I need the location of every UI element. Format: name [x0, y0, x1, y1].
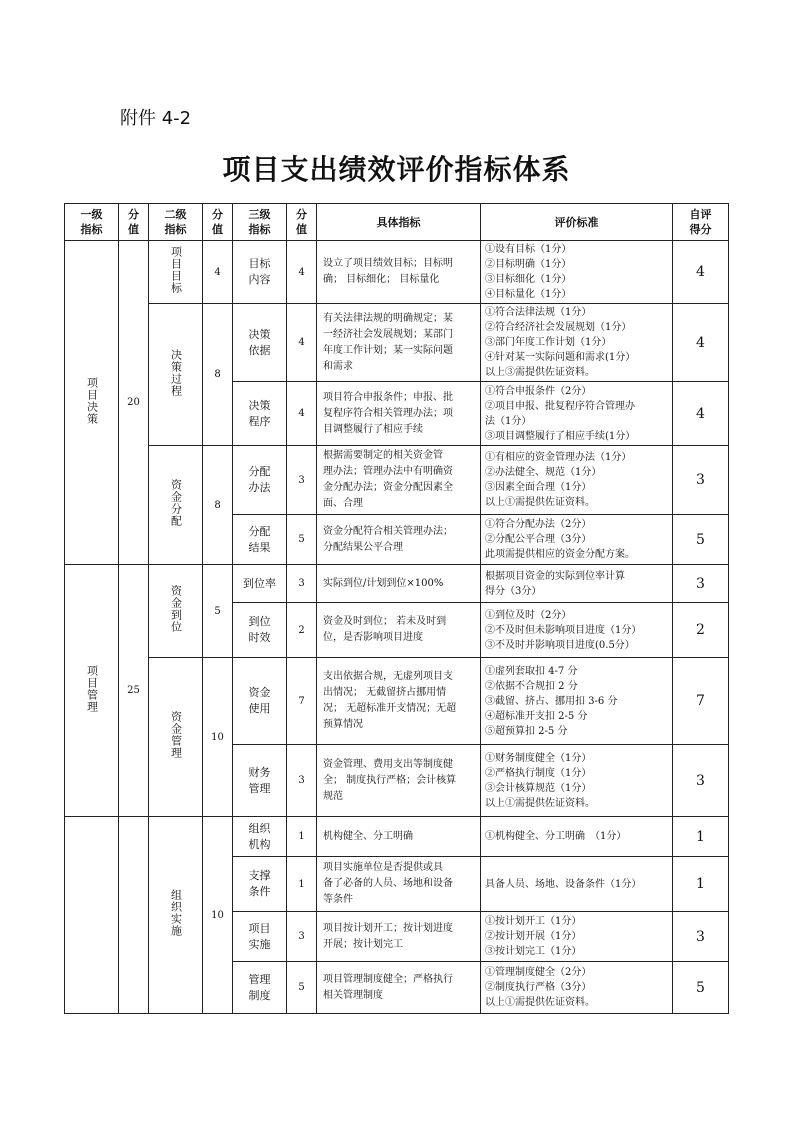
indicator-text: 资金管理、费用支出等制度健 全； 制度执行严格；会计核算 规范: [317, 745, 481, 817]
header-score3: 分 值: [287, 204, 317, 241]
level3-name: 分配 结果: [233, 515, 287, 565]
indicator-text: 机构健全、分工明确: [317, 817, 481, 857]
standard-text: ①符合法律法规（1分） ②符合经济社会发展规划（1分） ③部门年度工作计划（1分） ④针对某一实际问题和需求(1分） 以上③需提供佐证资料。: [481, 304, 673, 382]
indicator-text: 项目实施单位是否提供或具 备了必备的人员、场地和设备 等条件: [317, 857, 481, 912]
level3-score: 3: [287, 446, 317, 515]
level3-name: 到位率: [233, 565, 287, 603]
group-name: 项目决策: [65, 241, 119, 565]
level2-score: 8: [203, 446, 233, 565]
group-score: 20: [119, 241, 149, 565]
level3-name: 组织 机构: [233, 817, 287, 857]
level3-name: 决策 程序: [233, 382, 287, 446]
standard-text: ①管理制度健全（2分） ②制度执行严格（3分） 以上①需提供佐证资料。: [481, 962, 673, 1014]
level3-name: 项目 实施: [233, 912, 287, 962]
level2-name: 资金管理: [149, 658, 203, 817]
header-score1: 分 值: [119, 204, 149, 241]
table-row: [65, 658, 729, 745]
level3-score: 2: [287, 603, 317, 658]
level2-score: 10: [203, 817, 233, 1014]
indicator-text: 设立了项目绩效目标；目标明 确； 目标细化； 目标量化: [317, 241, 481, 304]
level2-name: 项目目标: [149, 241, 203, 304]
level3-score: 3: [287, 745, 317, 817]
standard-text: 具备人员、场地、设备条件（1分）: [481, 857, 673, 912]
indicator-text: 资金分配符合相关管理办法； 分配结果公平合理: [317, 515, 481, 565]
level2-score: 5: [203, 565, 233, 658]
level3-score: 7: [287, 658, 317, 745]
self-score: 4: [673, 304, 729, 382]
level2-name: 资金到位: [149, 565, 203, 658]
group-name-empty: [65, 817, 119, 1014]
level3-name: 分配 办法: [233, 446, 287, 515]
header-self-score: 自评 得分: [673, 204, 729, 241]
table-row: [65, 565, 729, 603]
standard-text: ①有相应的资金管理办法（1分） ②办法健全、规范（1分） ③因素全面合理（1分） 以上①需提供佐证资料。: [481, 446, 673, 515]
indicator-text: 项目按计划开工；按计划进度 开展；按计划完工: [317, 912, 481, 962]
header-standard: 评价标准: [481, 204, 673, 241]
header-level2: 二级 指标: [149, 204, 203, 241]
self-score: 1: [673, 817, 729, 857]
level3-score: 4: [287, 382, 317, 446]
header-level3: 三级 指标: [233, 204, 287, 241]
standard-text: ①按计划开工（1分） ②按计划开展（1分） ③按计划完工（1分）: [481, 912, 673, 962]
attachment-label: 附件 4-2: [120, 108, 192, 129]
indicator-text: 资金及时到位； 若未及时到 位，是否影响项目进度: [317, 603, 481, 658]
standard-text: ①符合分配办法（2分） ②分配公平合理（3分） 此项需提供相应的资金分配方案。: [481, 515, 673, 565]
standard-text: ①到位及时（2分） ②不及时但未影响项目进度（1分） ③不及时并影响项目进度(0.5分）: [481, 603, 673, 658]
self-score: 3: [673, 446, 729, 515]
self-score: 4: [673, 241, 729, 304]
header-level1: 一级 指标: [65, 204, 119, 241]
level2-score: 8: [203, 304, 233, 446]
self-score: 2: [673, 603, 729, 658]
level3-name: 到位 时效: [233, 603, 287, 658]
indicator-text: 项目管理制度健全；严格执行 相关管理制度: [317, 962, 481, 1014]
group-score: 25: [119, 565, 149, 817]
group-name: 项目管理: [65, 565, 119, 817]
standard-text: ①机构健全、分工明确 （1分）: [481, 817, 673, 857]
level3-score: 1: [287, 857, 317, 912]
indicator-table: [64, 203, 729, 1014]
self-score: 7: [673, 658, 729, 745]
indicator-text: 实际到位/计划到位×100%: [317, 565, 481, 603]
level3-score: 1: [287, 817, 317, 857]
header-score2: 分 值: [203, 204, 233, 241]
header-indicator: 具体指标: [317, 204, 481, 241]
level3-score: 4: [287, 304, 317, 382]
standard-text: ①符合申报条件（2分） ②项目申报、批复程序符合管理办 法（1分） ③项目调整履行了相应手续(1分）: [481, 382, 673, 446]
table-header-row: [65, 204, 729, 241]
level3-name: 财务 管理: [233, 745, 287, 817]
level2-name: 组织实施: [149, 817, 203, 1014]
self-score: 4: [673, 382, 729, 446]
level2-name: 决策过程: [149, 304, 203, 446]
table-row: [65, 304, 729, 382]
level3-name: 资金 使用: [233, 658, 287, 745]
level2-score: 4: [203, 241, 233, 304]
level3-name: 管理 制度: [233, 962, 287, 1014]
self-score: 1: [673, 857, 729, 912]
standard-text: ①虚列套取扣 4-7 分 ②依据不合规扣 2 分 ③截留、挤占、挪用扣 3-6 分 ④超标准开支扣 2-5 分 ⑤超预算扣 2-5 分: [481, 658, 673, 745]
self-score: 5: [673, 962, 729, 1014]
self-score: 5: [673, 515, 729, 565]
level3-name: 目标 内容: [233, 241, 287, 304]
table-row: [65, 241, 729, 304]
level2-score: 10: [203, 658, 233, 817]
self-score: 3: [673, 912, 729, 962]
level2-name: 资金分配: [149, 446, 203, 565]
level3-score: 3: [287, 565, 317, 603]
standard-text: 根据项目资金的实际到位率计算 得分（3分）: [481, 565, 673, 603]
level3-score: 5: [287, 962, 317, 1014]
indicator-text: 有关法律法规的明确规定；某 一经济社会发展规划；某部门 年度工作计划；某一实际问题 和需求: [317, 304, 481, 382]
indicator-text: 支出依据合规，无虚列项目支 出情况； 无截留挤占挪用情 况； 无超标准开支情况；无超 预算情况: [317, 658, 481, 745]
indicator-text: 根据需要制定的相关资金管 理办法；管理办法中有明确资 金分配办法；资金分配因素全 面、合理: [317, 446, 481, 515]
group-score-empty: [119, 817, 149, 1014]
self-score: 3: [673, 565, 729, 603]
indicator-text: 项目符合申报条件；申报、批 复程序符合相关管理办法；项 目调整履行了相应手续: [317, 382, 481, 446]
level3-name: 决策 依据: [233, 304, 287, 382]
table-row: [65, 817, 729, 857]
level3-score: 4: [287, 241, 317, 304]
level3-name: 支撑 条件: [233, 857, 287, 912]
table-row: [65, 446, 729, 515]
level3-score: 5: [287, 515, 317, 565]
page-title: 项目支出绩效评价指标体系: [222, 153, 571, 186]
standard-text: ①设有目标（1分） ②目标明确（1分） ③目标细化（1分） ④目标量化（1分）: [481, 241, 673, 304]
level3-score: 3: [287, 912, 317, 962]
self-score: 3: [673, 745, 729, 817]
standard-text: ①财务制度健全（1分） ②严格执行制度（1分） ③会计核算规范（1分） 以上①需提供佐证资料。: [481, 745, 673, 817]
